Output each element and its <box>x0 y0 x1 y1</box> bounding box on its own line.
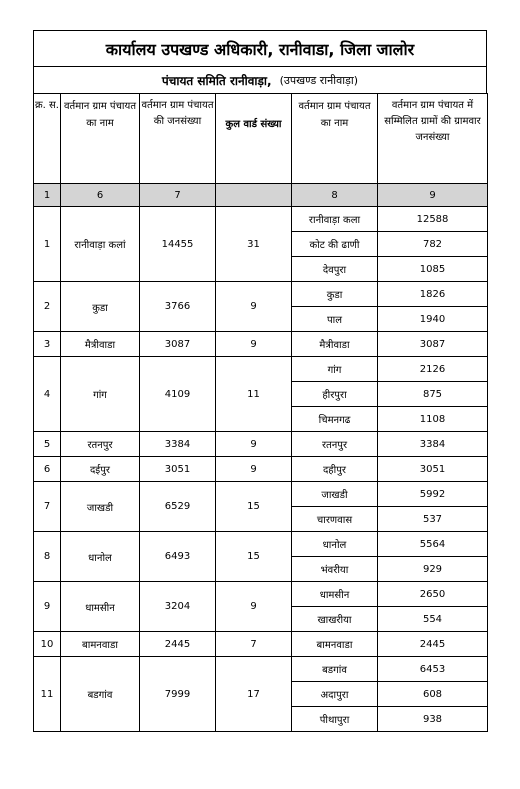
gp-name-cell: गांग <box>61 357 140 432</box>
column-number <box>216 184 292 207</box>
village-name-cell: मैत्रीवाडा <box>292 332 378 357</box>
wards-cell: 9 <box>216 582 292 632</box>
village-population-cell: 608 <box>378 682 488 707</box>
village-population-cell: 5992 <box>378 482 488 507</box>
sno-cell: 2 <box>34 282 61 332</box>
village-population-cell: 875 <box>378 382 488 407</box>
village-population-cell: 3051 <box>378 457 488 482</box>
table-row <box>34 482 488 507</box>
village-population-cell: 2126 <box>378 357 488 382</box>
wards-cell: 17 <box>216 657 292 732</box>
gp-population-cell: 3051 <box>140 457 216 482</box>
village-name-cell: पीथापुरा <box>292 707 378 732</box>
village-population-cell: 2650 <box>378 582 488 607</box>
village-population-cell: 1085 <box>378 257 488 282</box>
village-name-cell: चिमनगढ <box>292 407 378 432</box>
sno-cell: 10 <box>34 632 61 657</box>
village-population-cell: 2445 <box>378 632 488 657</box>
gp-name-cell: कुडा <box>61 282 140 332</box>
wards-cell: 31 <box>216 207 292 282</box>
village-name-cell: जाखडी <box>292 482 378 507</box>
village-name-cell: रतनपुर <box>292 432 378 457</box>
gp-population-cell: 3204 <box>140 582 216 632</box>
village-population-cell: 938 <box>378 707 488 732</box>
table-row <box>34 532 488 557</box>
column-number: 9 <box>378 184 488 207</box>
village-population-cell: 1826 <box>378 282 488 307</box>
village-name-cell: चारणवास <box>292 507 378 532</box>
subtitle-paren: (उपखण्ड रानीवाड़ा) <box>279 73 359 87</box>
table-row <box>34 657 488 682</box>
village-name-cell: दहीपुर <box>292 457 378 482</box>
gp-population-cell: 3766 <box>140 282 216 332</box>
gp-population-cell: 2445 <box>140 632 216 657</box>
village-population-cell: 5564 <box>378 532 488 557</box>
subtitle-main: पंचायत समिति रानीवाड़ा, <box>161 73 272 88</box>
wards-cell: 11 <box>216 357 292 432</box>
header-gp-population: वर्तमान ग्राम पंचायत की जनसंख्या <box>140 94 216 184</box>
village-population-cell: 3087 <box>378 332 488 357</box>
village-name-cell: पाल <box>292 307 378 332</box>
sno-cell: 3 <box>34 332 61 357</box>
village-name-cell: अदापुरा <box>292 682 378 707</box>
table-row <box>34 632 488 657</box>
gp-name-cell: जाखडी <box>61 482 140 532</box>
village-name-cell: धामसीन <box>292 582 378 607</box>
header-sno: क्र. स. <box>34 94 61 184</box>
sno-cell: 1 <box>34 207 61 282</box>
table-row <box>34 582 488 607</box>
wards-cell: 9 <box>216 457 292 482</box>
gp-name-cell: रानीवाड़ा कलां <box>61 207 140 282</box>
gp-name-cell: दईपुर <box>61 457 140 482</box>
sno-cell: 7 <box>34 482 61 532</box>
village-name-cell: कोट की ढाणी <box>292 232 378 257</box>
wards-cell: 7 <box>216 632 292 657</box>
header-row <box>34 94 488 184</box>
gp-name-cell: मैत्रीवाडा <box>61 332 140 357</box>
column-number: 1 <box>34 184 61 207</box>
gp-population-cell: 6493 <box>140 532 216 582</box>
column-number: 6 <box>61 184 140 207</box>
village-population-cell: 3384 <box>378 432 488 457</box>
table-row <box>34 432 488 457</box>
village-population-cell: 537 <box>378 507 488 532</box>
village-name-cell: कुडा <box>292 282 378 307</box>
header-gp-name: वर्तमान ग्राम पंचायत का नाम <box>61 94 140 184</box>
sno-cell: 9 <box>34 582 61 632</box>
gp-name-cell: बडगांव <box>61 657 140 732</box>
sno-cell: 11 <box>34 657 61 732</box>
column-number-row <box>34 184 488 207</box>
gp-population-cell: 4109 <box>140 357 216 432</box>
header-village-population: वर्तमान ग्राम पंचायत में सम्मिलित ग्रामों की ग्रामवार जनसंख्या <box>378 94 488 184</box>
village-name-cell: बडगांव <box>292 657 378 682</box>
village-name-cell: हीरपुरा <box>292 382 378 407</box>
page-title: कार्यालय उपखण्ड अधिकारी, रानीवाडा, जिला जालोर <box>33 30 487 66</box>
wards-cell: 15 <box>216 482 292 532</box>
header-wards: कुल वार्ड संख्या <box>216 94 292 184</box>
wards-cell: 9 <box>216 282 292 332</box>
subtitle <box>33 66 487 93</box>
table-row <box>34 282 488 307</box>
wards-cell: 15 <box>216 532 292 582</box>
gp-name-cell: धामसीन <box>61 582 140 632</box>
gp-population-cell: 14455 <box>140 207 216 282</box>
sno-cell: 8 <box>34 532 61 582</box>
village-name-cell: देवपुरा <box>292 257 378 282</box>
gp-population-cell: 6529 <box>140 482 216 532</box>
village-name-cell: बामनवाडा <box>292 632 378 657</box>
gp-population-cell: 3384 <box>140 432 216 457</box>
village-population-cell: 6453 <box>378 657 488 682</box>
village-population-cell: 1940 <box>378 307 488 332</box>
village-population-cell: 929 <box>378 557 488 582</box>
panchayat-table <box>33 93 488 732</box>
column-number: 8 <box>292 184 378 207</box>
sno-cell: 4 <box>34 357 61 432</box>
gp-population-cell: 3087 <box>140 332 216 357</box>
gp-name-cell: धानोल <box>61 532 140 582</box>
village-name-cell: धानोल <box>292 532 378 557</box>
village-population-cell: 12588 <box>378 207 488 232</box>
village-name-cell: भंवरीया <box>292 557 378 582</box>
village-population-cell: 1108 <box>378 407 488 432</box>
gp-name-cell: बामनवाडा <box>61 632 140 657</box>
village-name-cell: खाखरीया <box>292 607 378 632</box>
table-row <box>34 357 488 382</box>
header-village-name: वर्तमान ग्राम पंचायत का नाम <box>292 94 378 184</box>
sno-cell: 6 <box>34 457 61 482</box>
sno-cell: 5 <box>34 432 61 457</box>
table-row <box>34 207 488 232</box>
wards-cell: 9 <box>216 332 292 357</box>
village-population-cell: 782 <box>378 232 488 257</box>
gp-name-cell: रतनपुर <box>61 432 140 457</box>
column-number: 7 <box>140 184 216 207</box>
village-population-cell: 554 <box>378 607 488 632</box>
gp-population-cell: 7999 <box>140 657 216 732</box>
table-row <box>34 332 488 357</box>
village-name-cell: रानीवाड़ा कला <box>292 207 378 232</box>
wards-cell: 9 <box>216 432 292 457</box>
table-row <box>34 457 488 482</box>
village-name-cell: गांग <box>292 357 378 382</box>
document-frame <box>33 30 487 732</box>
